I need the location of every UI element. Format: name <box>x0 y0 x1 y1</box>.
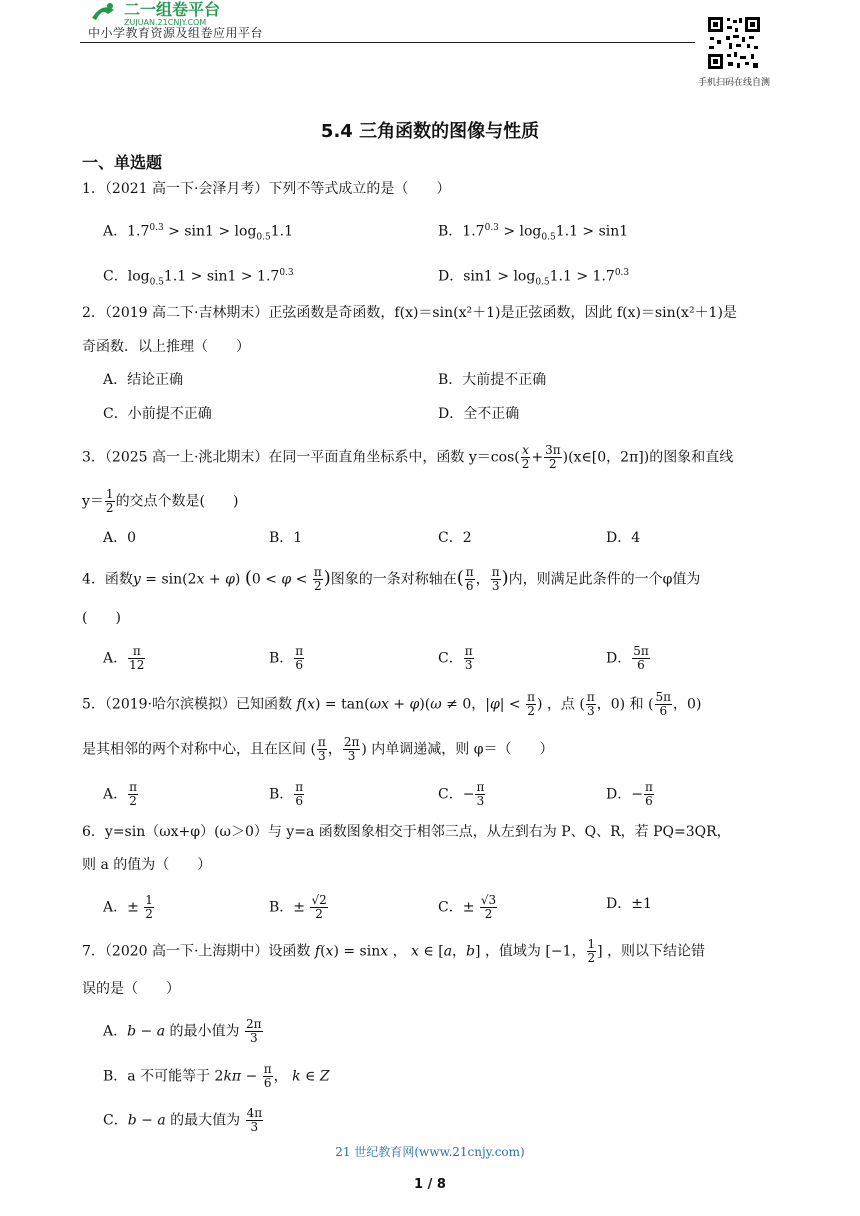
logo-url-text: ZUJUAN.21CNJY.COM <box>124 18 207 26</box>
q3-option-b[interactable]: B．1 <box>269 530 303 546</box>
q3-stem-line2: y＝ $\frac{1}{2}$ 的交点个数是( ) <box>82 487 239 515</box>
q2-option-c[interactable]: C．小前提不正确 <box>103 406 212 422</box>
q1-option-d[interactable]: D．$\sin 1 > \log_{0.5}1.1 > 1.7^{0.3}$ <box>438 268 630 288</box>
q2-option-a[interactable]: A．结论正确 <box>103 372 184 388</box>
q1-option-b[interactable]: B．$1.7^{0.3} > \log_{0.5}1.1 > \sin 1$ <box>438 223 629 243</box>
section-heading: 一、单选题 <box>82 153 163 172</box>
q6-option-c[interactable]: C．± $\frac{√3}{2}$ <box>438 893 497 921</box>
q6-stem-line2: 则 a 的值为（ ） <box>82 857 212 873</box>
q7-stem-line2: 误的是（ ） <box>82 981 180 997</box>
footer-site-link[interactable]: 21 世纪教育网(www.21cnjy.com) <box>335 1145 525 1159</box>
q6-option-b[interactable]: B．± $\frac{√2}{2}$ <box>269 893 327 921</box>
q6-stem-line1: 6．y=sin（ωx+φ）(ω＞0）与 y=a 函数图象相交于相邻三点，从左到右为 P、Q、R，若 PQ=3QR， <box>82 824 731 840</box>
q2-stem-line1: 2．（2019 高二下·吉林期末）正弦函数是奇函数，f(x)＝sin(x²＋1)是正弦函数，因此 f(x)＝sin(x²＋1)是 <box>82 305 737 321</box>
q5-option-a[interactable]: A． $\frac{\pi}{2}$ <box>103 780 138 808</box>
q7-stem-line1: 7．（2020 高一下·上海期中）设函数 f(x) = sinx ， x ∈ [a，b] ，值域为 [−1， $\frac{1}{2}$ ] ，则以下结论错 <box>82 937 706 965</box>
q4-stem-line1: 4．函数y = sin(2x + φ) (0 < φ < $\frac{\pi}{2}$ )图象的一条对称轴在( $\frac{\pi}{6}$ ， $\frac{\pi}{3}$ )内，则满足此条件的一个φ值为 <box>82 565 701 593</box>
q5-option-c[interactable]: C．− $\frac{\pi}{3}$ <box>438 780 485 808</box>
q7-option-b[interactable]: B．a 不可能等于 2kπ − $\frac{\pi}{6}$ ， k ∈ Z <box>103 1062 330 1090</box>
site-logo <box>88 0 270 26</box>
q7-option-c[interactable]: C．b − a 的最大值为 $\frac{4\pi}{3}$ <box>103 1106 263 1134</box>
q3-option-d[interactable]: D．4 <box>606 530 641 546</box>
q5-stem-line2: 是其相邻的两个对称中心，且在区间 ( $\frac{\pi}{3}$ ， $\frac{2\pi}{3}$ ) 内单调递减，则 φ＝（ ） <box>82 735 554 763</box>
q4-option-b[interactable]: B． $\frac{\pi}{6}$ <box>269 644 304 672</box>
q2-option-d[interactable]: D．全不正确 <box>438 406 520 422</box>
q4-option-d[interactable]: D． $\frac{5\pi}{6}$ <box>606 644 649 672</box>
qr-code-icon[interactable] <box>707 16 761 70</box>
q6-option-d[interactable]: D．±1 <box>606 896 652 912</box>
q5-stem-line1: 5．（2019·哈尔滨模拟）已知函数 f(x) = tan(ωx + φ)(ω ≠ 0，|φ| < $\frac{\pi}{2}$ ) ，点 ( $\frac{\pi}{3}$ ，0) 和 ( $\frac{5\pi}{6}$ ，0) <box>82 690 702 718</box>
q4-option-a[interactable]: A． $\frac{\pi}{12}$ <box>103 644 145 672</box>
qr-caption: 手机扫码在线自测 <box>698 78 771 88</box>
q2-stem-line2: 奇函数．以上推理（ ） <box>82 339 250 355</box>
q1-option-c[interactable]: C．$\log_{0.5}1.1 > \sin 1 > 1.7^{0.3}$ <box>103 268 294 288</box>
header-subtitle: 中小学教育资源及组卷应用平台 <box>88 26 264 40</box>
q7-option-a[interactable]: A．b − a 的最小值为 $\frac{2\pi}{3}$ <box>103 1017 262 1045</box>
q2-option-b[interactable]: B．大前提不正确 <box>438 372 547 388</box>
q3-stem-line1: 3．（2025 高一上·洮北期末）在同一平面直角坐标系中，函数 y＝cos( $\frac{x}{2}$ + $\frac{3\pi}{2}$ )(x∈[0，2π])的图象和直线 <box>82 443 734 471</box>
page-title: 5.4 三角函数的图像与性质 <box>320 121 540 142</box>
q4-option-c[interactable]: C． $\frac{\pi}{3}$ <box>438 644 473 672</box>
page-number: 1 / 8 <box>414 1177 446 1192</box>
q4-stem-line2: ( ) <box>82 610 121 626</box>
q6-option-a[interactable]: A．± $\frac{1}{2}$ <box>103 893 153 921</box>
q3-option-a[interactable]: A．0 <box>103 530 137 546</box>
header-divider <box>80 42 695 43</box>
q3-option-c[interactable]: C．2 <box>438 530 472 546</box>
logo-text: 二一组卷平台 <box>124 0 221 19</box>
q1-stem: 1．（2021 高一下·会泽月考）下列不等式成立的是（ ） <box>82 181 451 197</box>
q5-option-d[interactable]: D．− $\frac{\pi}{6}$ <box>606 780 653 808</box>
q1-option-a[interactable]: A．$1.7^{0.3} > \sin 1 > \log_{0.5}1.1$ <box>103 223 294 243</box>
q5-option-b[interactable]: B． $\frac{\pi}{6}$ <box>269 780 304 808</box>
